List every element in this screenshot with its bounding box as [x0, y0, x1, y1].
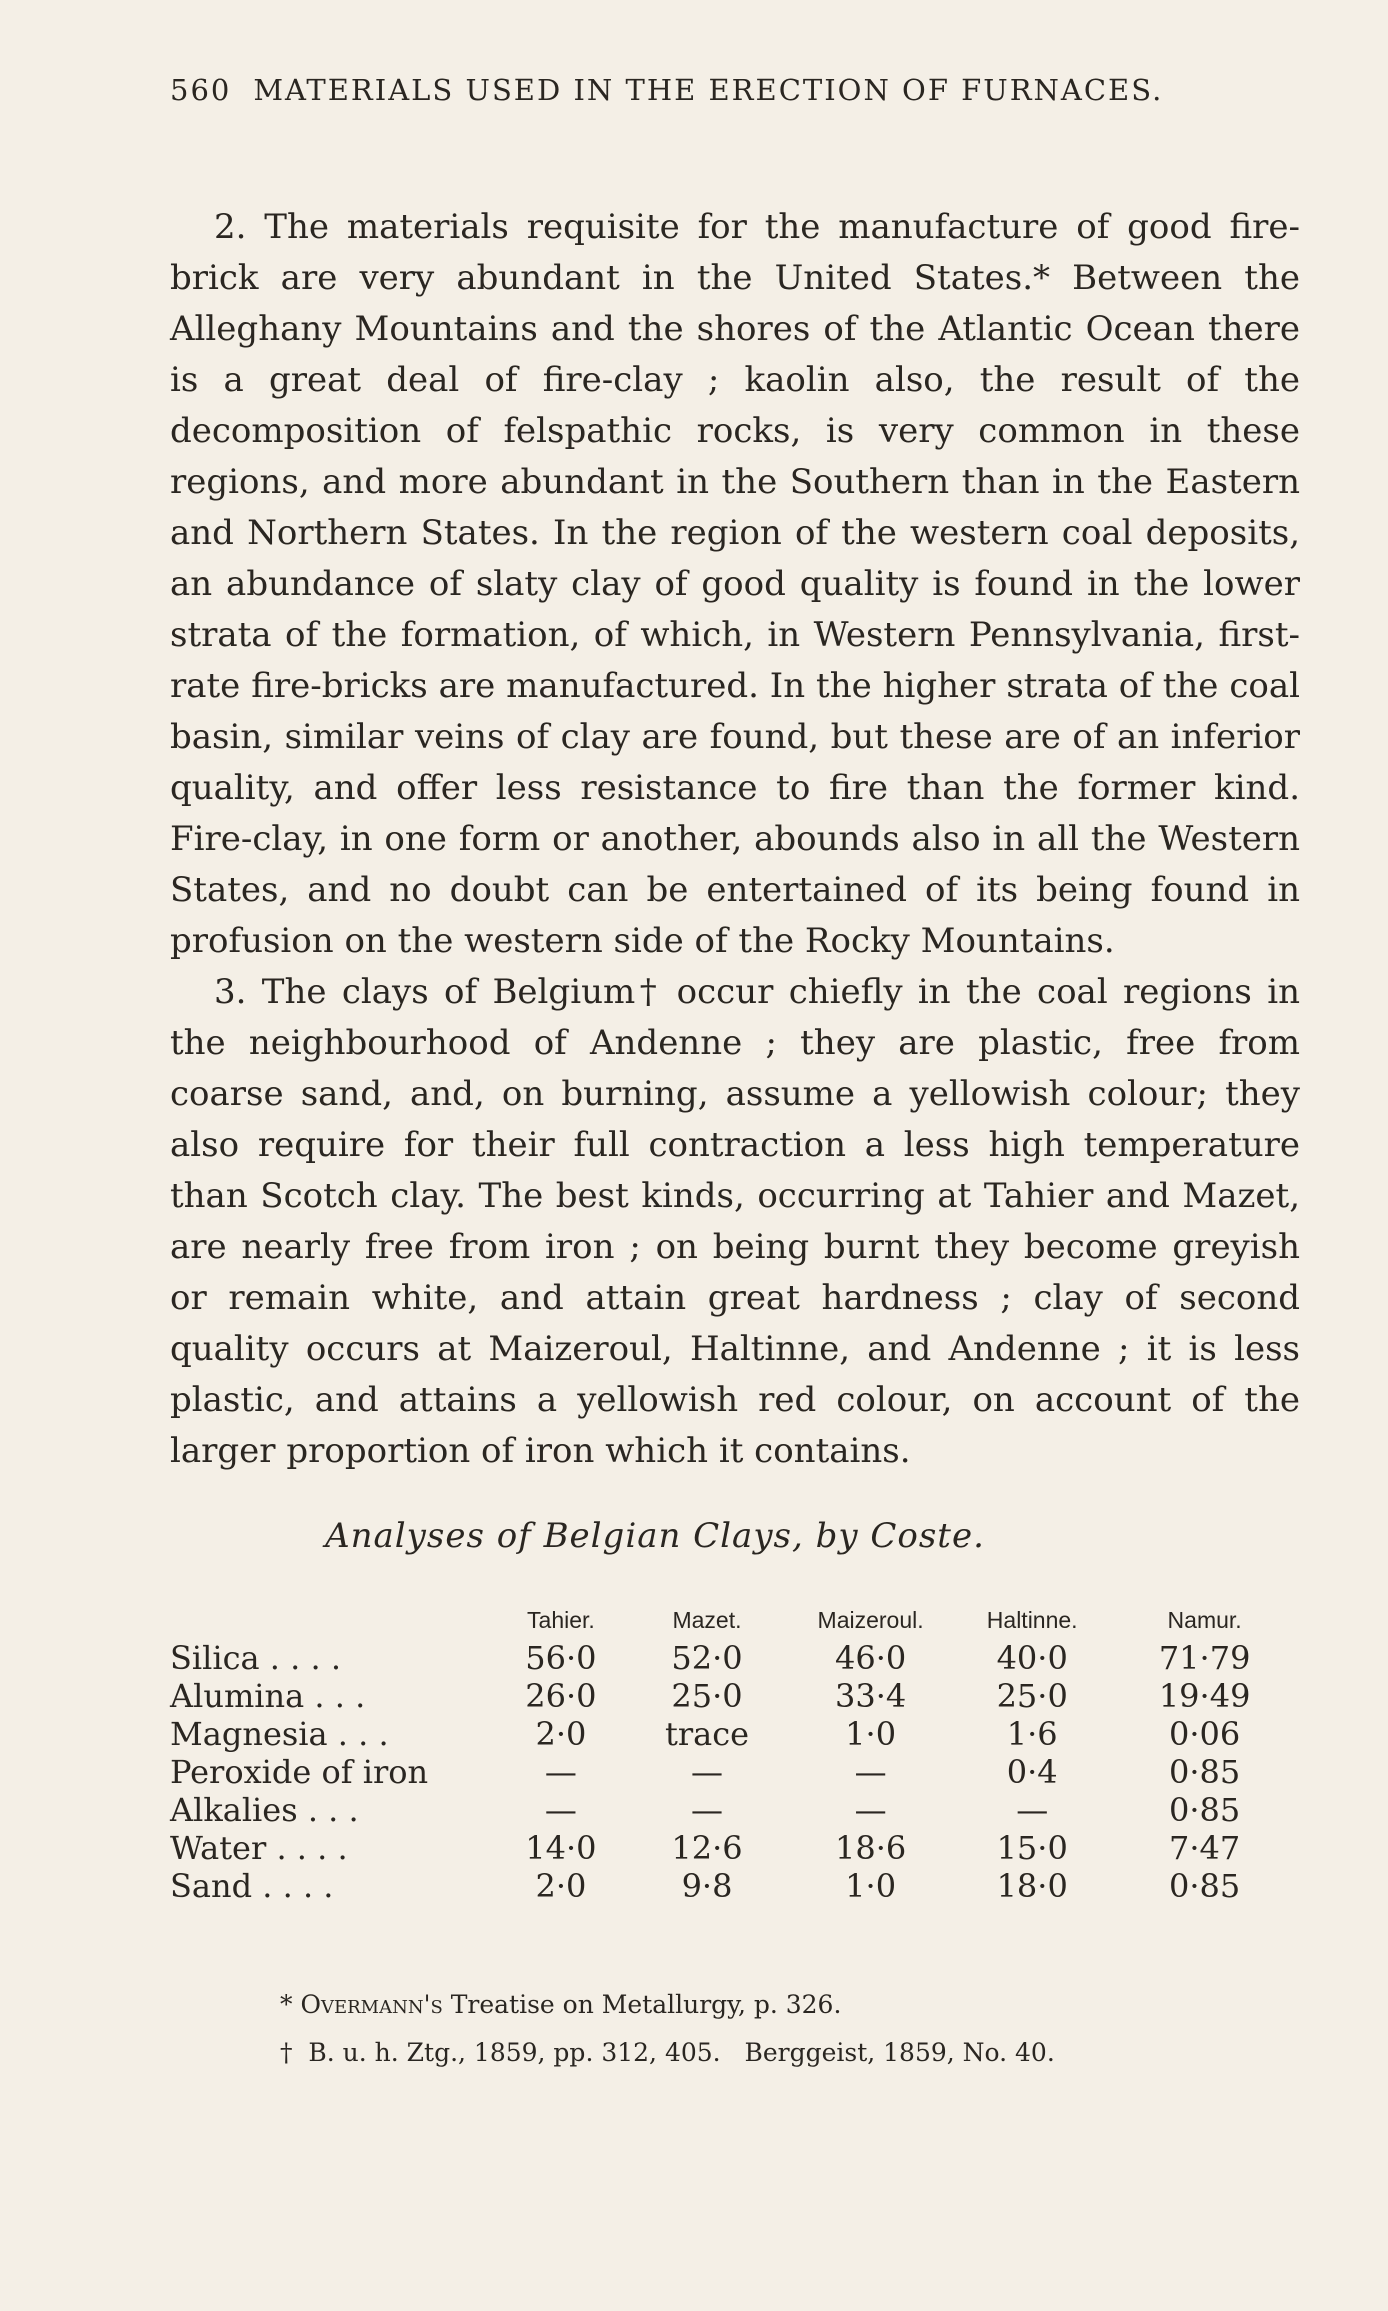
- footnote-text: B. u. h. Ztg., 1859, pp. 312, 405. Berggeist, 1859, No. 40.: [300, 2038, 1055, 2067]
- footnotes: [170, 1981, 1300, 2077]
- footnote-text: Treatise on Metallurgy, p. 326.: [442, 1990, 842, 2019]
- table-row: [170, 1867, 1300, 1905]
- table-cell: —: [854, 1753, 887, 1791]
- table-cell: 9·8: [681, 1867, 733, 1905]
- table-cell: 2·0: [535, 1867, 587, 1905]
- table-row: [170, 1639, 1300, 1677]
- table-row: [170, 1715, 1300, 1753]
- table-cell: 7·47: [1168, 1829, 1241, 1867]
- table-header-row: [170, 1601, 1300, 1639]
- table-cell: 1·0: [845, 1715, 897, 1753]
- book-page: [170, 60, 1300, 2077]
- table-cell: 0·4: [1006, 1753, 1058, 1791]
- table-cell: —: [691, 1753, 723, 1791]
- table-cell: 0·85: [1168, 1753, 1241, 1791]
- footnote-author: Overmann's: [300, 1990, 443, 2019]
- table-cell: 12·6: [671, 1829, 743, 1867]
- row-label-alumina: Alumina . . .: [170, 1677, 366, 1715]
- table-corner: [170, 1601, 494, 1639]
- table-cell: 56·0: [525, 1639, 597, 1677]
- column-header-haltinne: Haltinne.: [986, 1607, 1078, 1633]
- paragraph-2: 2. The materials requisite for the manufacture of good fire-brick are very abundant in the United States.* Between the Alleghany Mountains and the shores of the Atlantic Ocean there is a great deal of fire-clay ; kaolin also, the result of the decomposition of felspathic rocks, is very common in these regions, and more abundant in the Southern than in the Eastern and Northern States. In the region of the western coal deposits, an abundance of slaty clay of good quality is found in the lower strata of the formation, of which, in Western Pennsylvania, first-rate fire-bricks are manufactured. In the higher strata of the coal basin, similar veins of clay are found, but these are of an inferior quality, and offer less resistance to fire than the former kind. Fire-clay, in one form or another, abounds also in all the Western States, and no doubt can be entertained of its being found in profusion on the western side of the Rocky Mountains.: [170, 207, 1300, 961]
- footnote-marker: †: [280, 2038, 293, 2067]
- table-cell: 46·0: [834, 1639, 907, 1677]
- table-cell: 14·0: [525, 1829, 597, 1867]
- body-text: [170, 202, 1300, 1477]
- table-cell: 0·85: [1168, 1867, 1241, 1905]
- column-header-tahier: Tahier.: [527, 1607, 595, 1633]
- table-cell: 0·85: [1168, 1791, 1241, 1829]
- row-label-peroxide-of-iron: Peroxide of iron: [170, 1753, 429, 1791]
- column-header-maizeroul: Maizeroul.: [817, 1607, 924, 1633]
- table-row: [170, 1791, 1300, 1829]
- table-cell: 19·49: [1158, 1677, 1251, 1715]
- page-number: 560: [170, 73, 232, 107]
- column-header-mazet: Mazet.: [672, 1607, 742, 1633]
- table-cell: 25·0: [671, 1677, 743, 1715]
- row-label-silica: Silica . . . .: [170, 1639, 341, 1677]
- table-cell: 33·4: [834, 1677, 907, 1715]
- paragraph-3: 3. The clays of Belgium† occur chiefly in the coal regions in the neighbourhood of Andenne ; they are plastic, free from coarse sand, and, on burning, assume a yellowish colour; they also require for their full contraction a less high temperature than Scotch clay. The best kinds, occurring at Tahier and Mazet, are nearly free from iron ; on being burnt they become greyish or remain white, and attain great hardness ; clay of second quality occurs at Maizeroul, Haltinne, and Andenne ; it is less plastic, and attains a yellowish red colour, on account of the larger proportion of iron which it contains.: [170, 972, 1300, 1471]
- row-label-magnesia: Magnesia . . .: [170, 1715, 389, 1753]
- table-cell: 52·0: [671, 1639, 743, 1677]
- table-cell: 71·79: [1158, 1639, 1251, 1677]
- table-caption: Analyses of Belgian Clays, by Coste.: [325, 1516, 985, 1556]
- table-cell: 18·6: [834, 1829, 907, 1867]
- table-cell: 0·06: [1168, 1715, 1241, 1753]
- footnote-1: [280, 1981, 1300, 2029]
- table-row: [170, 1677, 1300, 1715]
- running-title: MATERIALS USED IN THE ERECTION OF FURNACES.: [253, 73, 1164, 107]
- table-cell: 18·0: [996, 1867, 1068, 1905]
- footnote-2: [280, 2029, 1300, 2077]
- table-row: [170, 1829, 1300, 1867]
- table-cell: 15·0: [996, 1829, 1068, 1867]
- table-cell: trace: [664, 1715, 750, 1753]
- table-cell: 25·0: [996, 1677, 1068, 1715]
- running-head: [170, 60, 1300, 120]
- table-cell: 1·0: [845, 1867, 897, 1905]
- table-cell: 2·0: [535, 1715, 587, 1753]
- table-cell: 26·0: [525, 1677, 597, 1715]
- row-label-water: Water . . . .: [170, 1829, 348, 1867]
- table-cell: —: [544, 1753, 577, 1791]
- table-row: [170, 1753, 1300, 1791]
- table-cell: —: [544, 1791, 577, 1829]
- footnote-marker: *: [280, 1990, 293, 2019]
- table-cell: —: [1016, 1791, 1049, 1829]
- table-cell: 1·6: [1006, 1715, 1058, 1753]
- table-cell: 40·0: [996, 1639, 1068, 1677]
- column-header-namur: Namur.: [1167, 1607, 1242, 1633]
- row-label-sand: Sand . . . .: [170, 1867, 334, 1905]
- clay-analysis-table: [170, 1601, 1300, 1905]
- row-label-alkalies: Alkalies . . .: [170, 1791, 359, 1829]
- table-cell: —: [691, 1791, 723, 1829]
- table-cell: —: [854, 1791, 887, 1829]
